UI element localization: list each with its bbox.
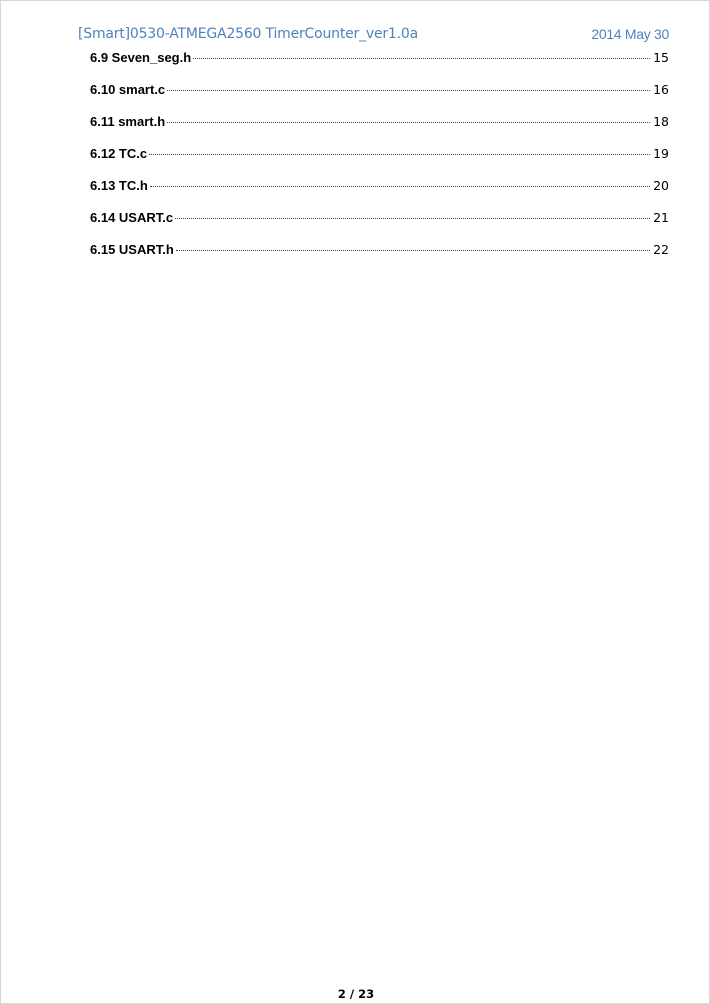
toc-entry-label[interactable]: 6.12 TC.c [90, 146, 148, 161]
toc-entry-label[interactable]: 6.9 Seven_seg.h [90, 50, 192, 65]
toc-entry-label[interactable]: 6.13 TC.h [90, 178, 148, 193]
page-indicator: 2 / 23 [337, 987, 375, 1001]
page-footer [1, 986, 710, 1002]
page-header [78, 23, 669, 45]
toc-entry[interactable] [90, 240, 669, 272]
toc-dot-leader [167, 90, 650, 91]
toc-entry-page[interactable]: 21 [653, 210, 669, 225]
toc-entry-label[interactable]: 6.10 smart.c [90, 82, 166, 97]
toc-entry-page[interactable]: 15 [653, 50, 669, 65]
toc-entry-page[interactable]: 20 [653, 178, 669, 193]
toc-entry[interactable] [90, 144, 669, 176]
toc-entry-page[interactable]: 19 [653, 146, 669, 161]
document-date: 2014 May 30 [591, 26, 669, 42]
toc-dot-leader [149, 154, 650, 155]
toc-entry[interactable] [90, 208, 669, 240]
toc-entry-page[interactable]: 22 [653, 242, 669, 257]
toc-dot-leader [193, 58, 650, 59]
toc-dot-leader [167, 122, 650, 123]
toc-dot-leader [175, 218, 650, 219]
toc-entry[interactable] [90, 80, 669, 112]
toc-dot-leader [150, 186, 650, 187]
document-title: [Smart]0530-ATMEGA2560 TimerCounter_ver1.0a [78, 26, 418, 42]
toc-entry-label[interactable]: 6.11 smart.h [90, 114, 166, 129]
toc-entry-page[interactable]: 16 [653, 82, 669, 97]
toc-entry-page[interactable]: 18 [653, 114, 669, 129]
table-of-contents [90, 48, 669, 272]
toc-dot-leader [176, 250, 650, 251]
toc-entry-label[interactable]: 6.14 USART.c [90, 210, 174, 225]
toc-entry[interactable] [90, 48, 669, 80]
toc-entry[interactable] [90, 176, 669, 208]
toc-entry-label[interactable]: 6.15 USART.h [90, 242, 174, 257]
toc-entry[interactable] [90, 112, 669, 144]
